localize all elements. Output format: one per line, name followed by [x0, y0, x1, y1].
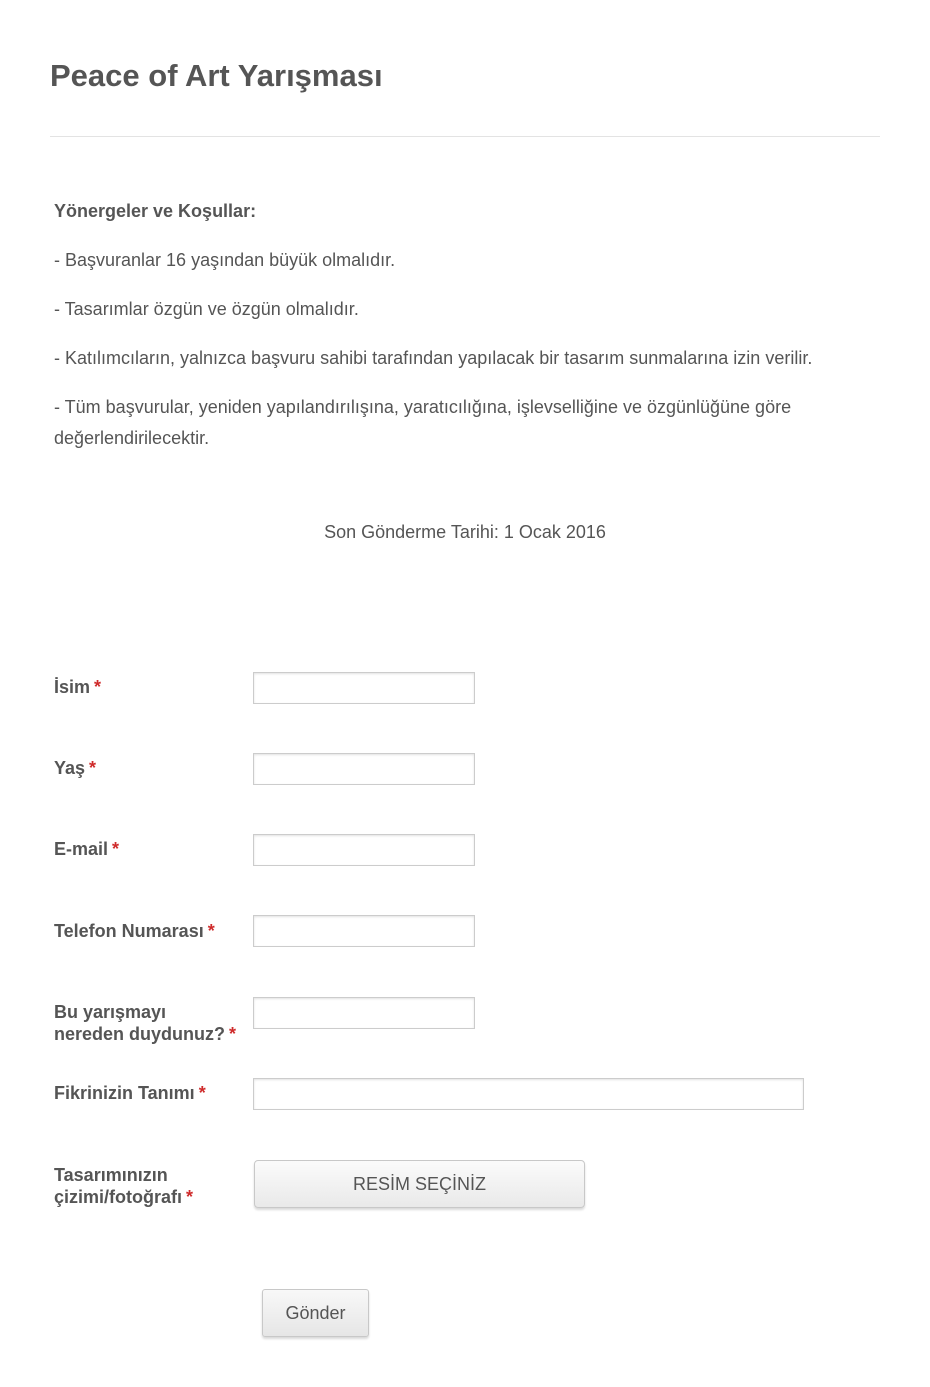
rule-item: - Başvuranlar 16 yaşından büyük olmalıdır. — [54, 250, 396, 270]
required-marker: * — [186, 1187, 194, 1207]
page-title: Peace of Art Yarışması — [50, 58, 383, 93]
instructions-heading: Yönergeler ve Koşullar: — [54, 201, 257, 221]
idea-label — [54, 1082, 206, 1104]
choose-image-button[interactable]: RESİM SEÇİNİZ — [254, 1160, 585, 1208]
rule-item: - Katılımcıların, yalnızca başvuru sahibi tarafından yapılacak bir tasarım sunmalarına izin verilir. — [54, 348, 813, 368]
source-label-line1: Bu yarışmayı — [54, 1002, 167, 1022]
name-label — [54, 676, 101, 698]
source-label-line2: nereden duydunuz? — [54, 1024, 225, 1044]
name-label-text: İsim — [54, 677, 91, 697]
required-marker: * — [198, 1083, 206, 1103]
title-divider — [50, 136, 880, 137]
required-marker: * — [207, 921, 215, 941]
source-label — [54, 1001, 236, 1045]
required-marker: * — [229, 1024, 237, 1044]
design-label-line1: Tasarımınızın — [54, 1165, 168, 1185]
instructions-section — [54, 196, 874, 472]
rule-item: - Tasarımlar özgün ve özgün olmalıdır. — [54, 299, 359, 319]
name-input[interactable] — [253, 672, 475, 704]
submit-button[interactable]: Gönder — [262, 1289, 369, 1337]
required-marker: * — [94, 677, 102, 697]
email-label-text: E-mail — [54, 839, 109, 859]
required-marker: * — [89, 758, 97, 778]
age-input[interactable] — [253, 753, 475, 785]
phone-label — [54, 920, 215, 942]
age-label — [54, 757, 96, 779]
deadline-text: Son Gönderme Tarihi: 1 Ocak 2016 — [324, 522, 606, 542]
email-input[interactable] — [253, 834, 475, 866]
age-label-text: Yaş — [54, 758, 86, 778]
design-upload-label — [54, 1164, 193, 1208]
rule-item: - Tüm başvurular, yeniden yapılandırılışına, yaratıcılığına, işlevselliğine ve özgünlüğüne göre değerlendirilecektir. — [54, 397, 792, 448]
idea-label-text: Fikrinizin Tanımı — [54, 1083, 195, 1103]
email-label — [54, 838, 119, 860]
phone-input[interactable] — [253, 915, 475, 947]
phone-label-text: Telefon Numarası — [54, 921, 204, 941]
required-marker: * — [112, 839, 120, 859]
design-label-line2: çizimi/fotoğrafı — [54, 1187, 183, 1207]
source-input[interactable] — [253, 997, 475, 1029]
idea-input[interactable] — [253, 1078, 804, 1110]
